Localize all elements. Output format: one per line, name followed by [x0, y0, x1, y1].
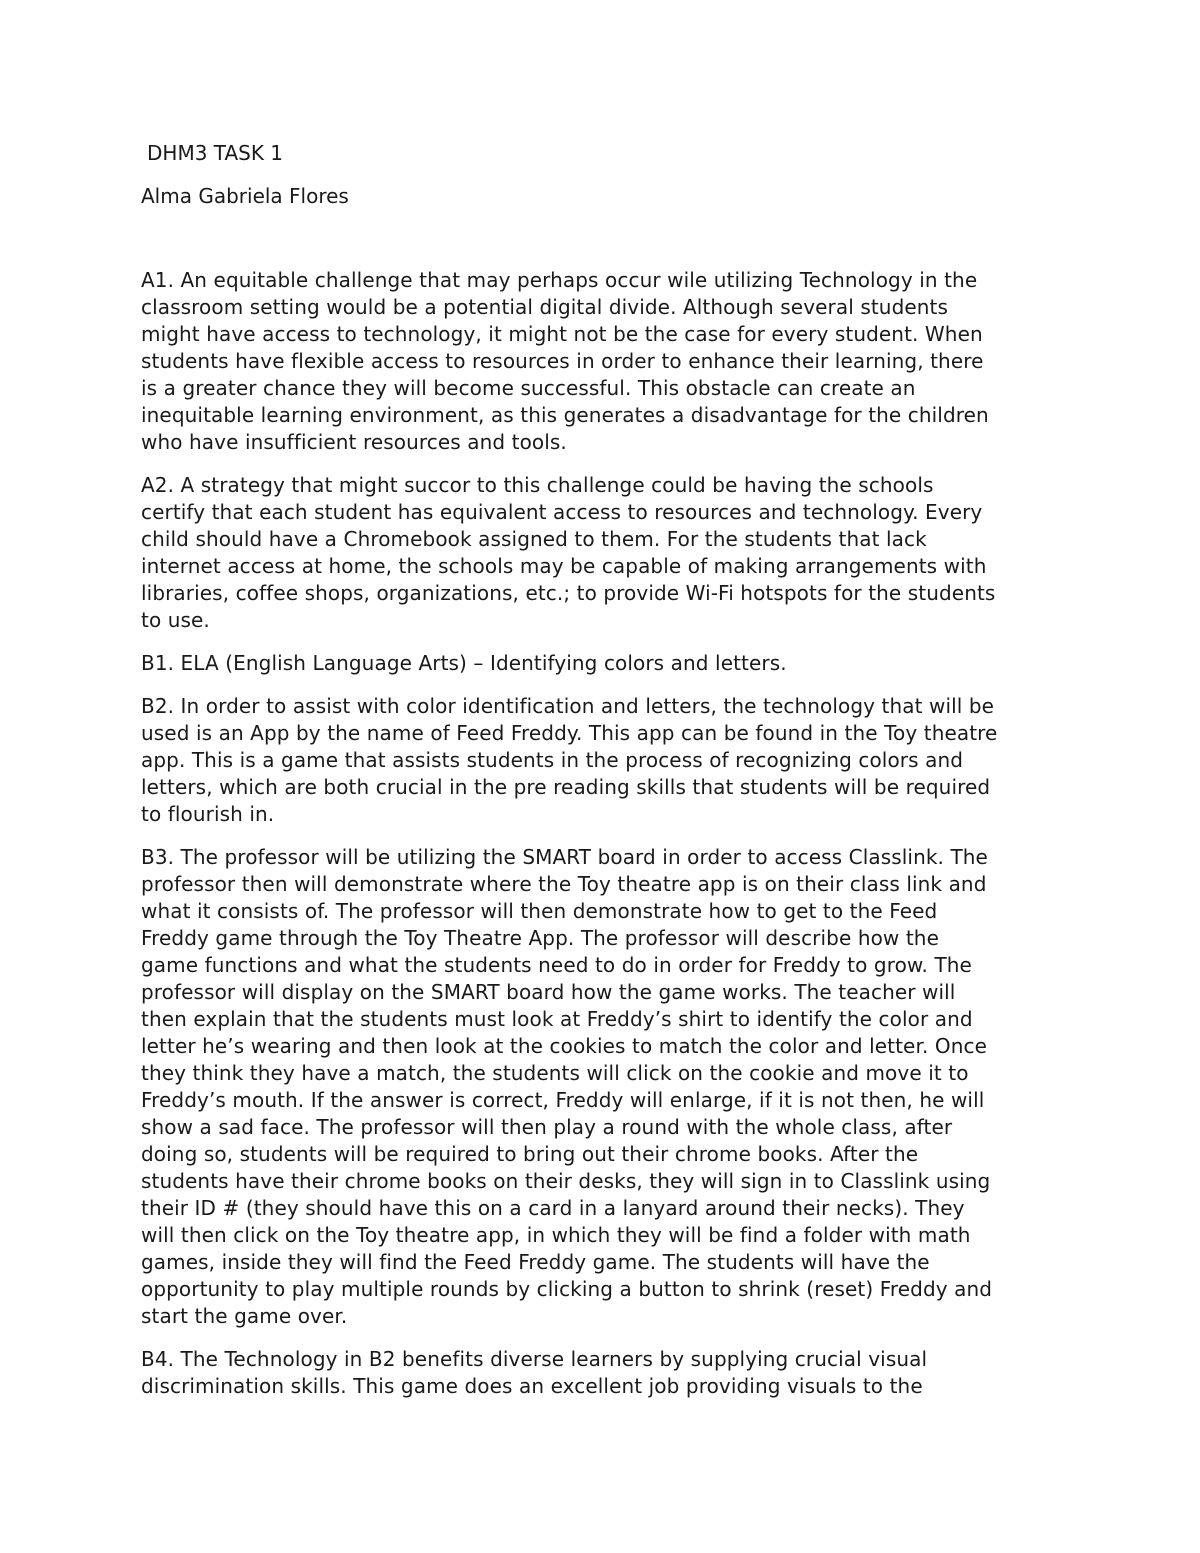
- paragraph-line: A2. A strategy that might succor to this challenge could be having the schools: [141, 473, 934, 497]
- paragraph-line: professor will display on the SMART board how the game works. The teacher will: [141, 980, 956, 1004]
- paragraph-line: game functions and what the students need to do in order for Freddy to grow. The: [141, 953, 972, 977]
- paragraph-line: discrimination skills. This game does an excellent job providing visuals to the: [141, 1374, 923, 1398]
- paragraph-line: will then click on the Toy theatre app, in which they will be find a folder with math: [141, 1223, 971, 1247]
- paragraph-line: to flourish in.: [141, 802, 275, 826]
- paragraph-line: their ID # (they should have this on a card in a lanyard around their necks). They: [141, 1196, 965, 1220]
- paragraph-line: is a greater chance they will become successful. This obstacle can create an: [141, 376, 916, 400]
- paragraph-line: might have access to technology, it might not be the case for every student. When: [141, 322, 983, 346]
- paragraph-line: games, inside they will find the Feed Freddy game. The students will have the: [141, 1250, 930, 1274]
- paragraph-line: what it consists of. The professor will then demonstrate how to get to the Feed: [141, 899, 938, 923]
- paragraph-line: B3. The professor will be utilizing the SMART board in order to access Classlink. The: [141, 845, 988, 869]
- paragraph-line: Freddy’s mouth. If the answer is correct, Freddy will enlarge, if it is not then, he will: [141, 1088, 985, 1112]
- paragraph-line: professor then will demonstrate where the Toy theatre app is on their class link and: [141, 872, 987, 896]
- paragraph-line: internet access at home, the schools may be capable of making arrangements with: [141, 554, 987, 578]
- paragraph-line: Freddy game through the Toy Theatre App. The professor will describe how the: [141, 926, 939, 950]
- paragraph-line: libraries, coffee shops, organizations, etc.; to provide Wi-Fi hotspots for the students: [141, 581, 996, 605]
- author-name: Alma Gabriela Flores: [141, 184, 349, 208]
- paragraph-line: A1. An equitable challenge that may perhaps occur wile utilizing Technology in the: [141, 268, 978, 292]
- paragraph-line: show a sad face. The professor will then play a round with the whole class, after: [141, 1115, 953, 1139]
- document-body: [141, 140, 1066, 1416]
- paragraph: [141, 472, 1066, 634]
- paragraph-line: app. This is a game that assists students in the process of recognizing colors and: [141, 748, 964, 772]
- document-title: DHM3 TASK 1: [147, 141, 284, 165]
- paragraph-line: they think they have a match, the students will click on the cookie and move it to: [141, 1061, 969, 1085]
- paragraph-line: then explain that the students must look at Freddy’s shirt to identify the color and: [141, 1007, 973, 1031]
- paragraph-line: who have insufficient resources and tools.: [141, 430, 567, 454]
- paragraph-line: child should have a Chromebook assigned to them. For the students that lack: [141, 527, 927, 551]
- paragraph-line: certify that each student has equivalent access to resources and technology. Every: [141, 500, 983, 524]
- paragraph-line: doing so, students will be required to bring out their chrome books. After the: [141, 1142, 919, 1166]
- paragraph-line: classroom setting would be a potential digital divide. Although several students: [141, 295, 949, 319]
- paragraph-line: to use.: [141, 608, 210, 632]
- paragraph-line: students have flexible access to resources in order to enhance their learning, there: [141, 349, 984, 373]
- paragraph-line: used is an App by the name of Feed Freddy. This app can be found in the Toy theatre: [141, 721, 998, 745]
- paragraph-line: students have their chrome books on their desks, they will sign in to Classlink using: [141, 1169, 991, 1193]
- paragraph: [141, 693, 1066, 828]
- paragraph-line: start the game over.: [141, 1304, 348, 1328]
- paragraph-line: B2. In order to assist with color identification and letters, the technology that will be: [141, 694, 995, 718]
- paragraph: [141, 844, 1066, 1330]
- paragraph-line: B1. ELA (English Language Arts) – Identifying colors and letters.: [141, 651, 787, 675]
- paragraph: [141, 267, 1066, 456]
- paragraph-line: letter he’s wearing and then look at the cookies to match the color and letter. Once: [141, 1034, 987, 1058]
- paragraph-list: [141, 267, 1066, 1400]
- paragraph: [141, 650, 1066, 677]
- paragraph-line: inequitable learning environment, as this generates a disadvantage for the children: [141, 403, 989, 427]
- paragraph: [141, 1346, 1066, 1400]
- paragraph-line: B4. The Technology in B2 benefits diverse learners by supplying crucial visual: [141, 1347, 928, 1371]
- paragraph-line: letters, which are both crucial in the pre reading skills that students will be required: [141, 775, 991, 799]
- paragraph-line: opportunity to play multiple rounds by clicking a button to shrink (reset) Freddy and: [141, 1277, 993, 1301]
